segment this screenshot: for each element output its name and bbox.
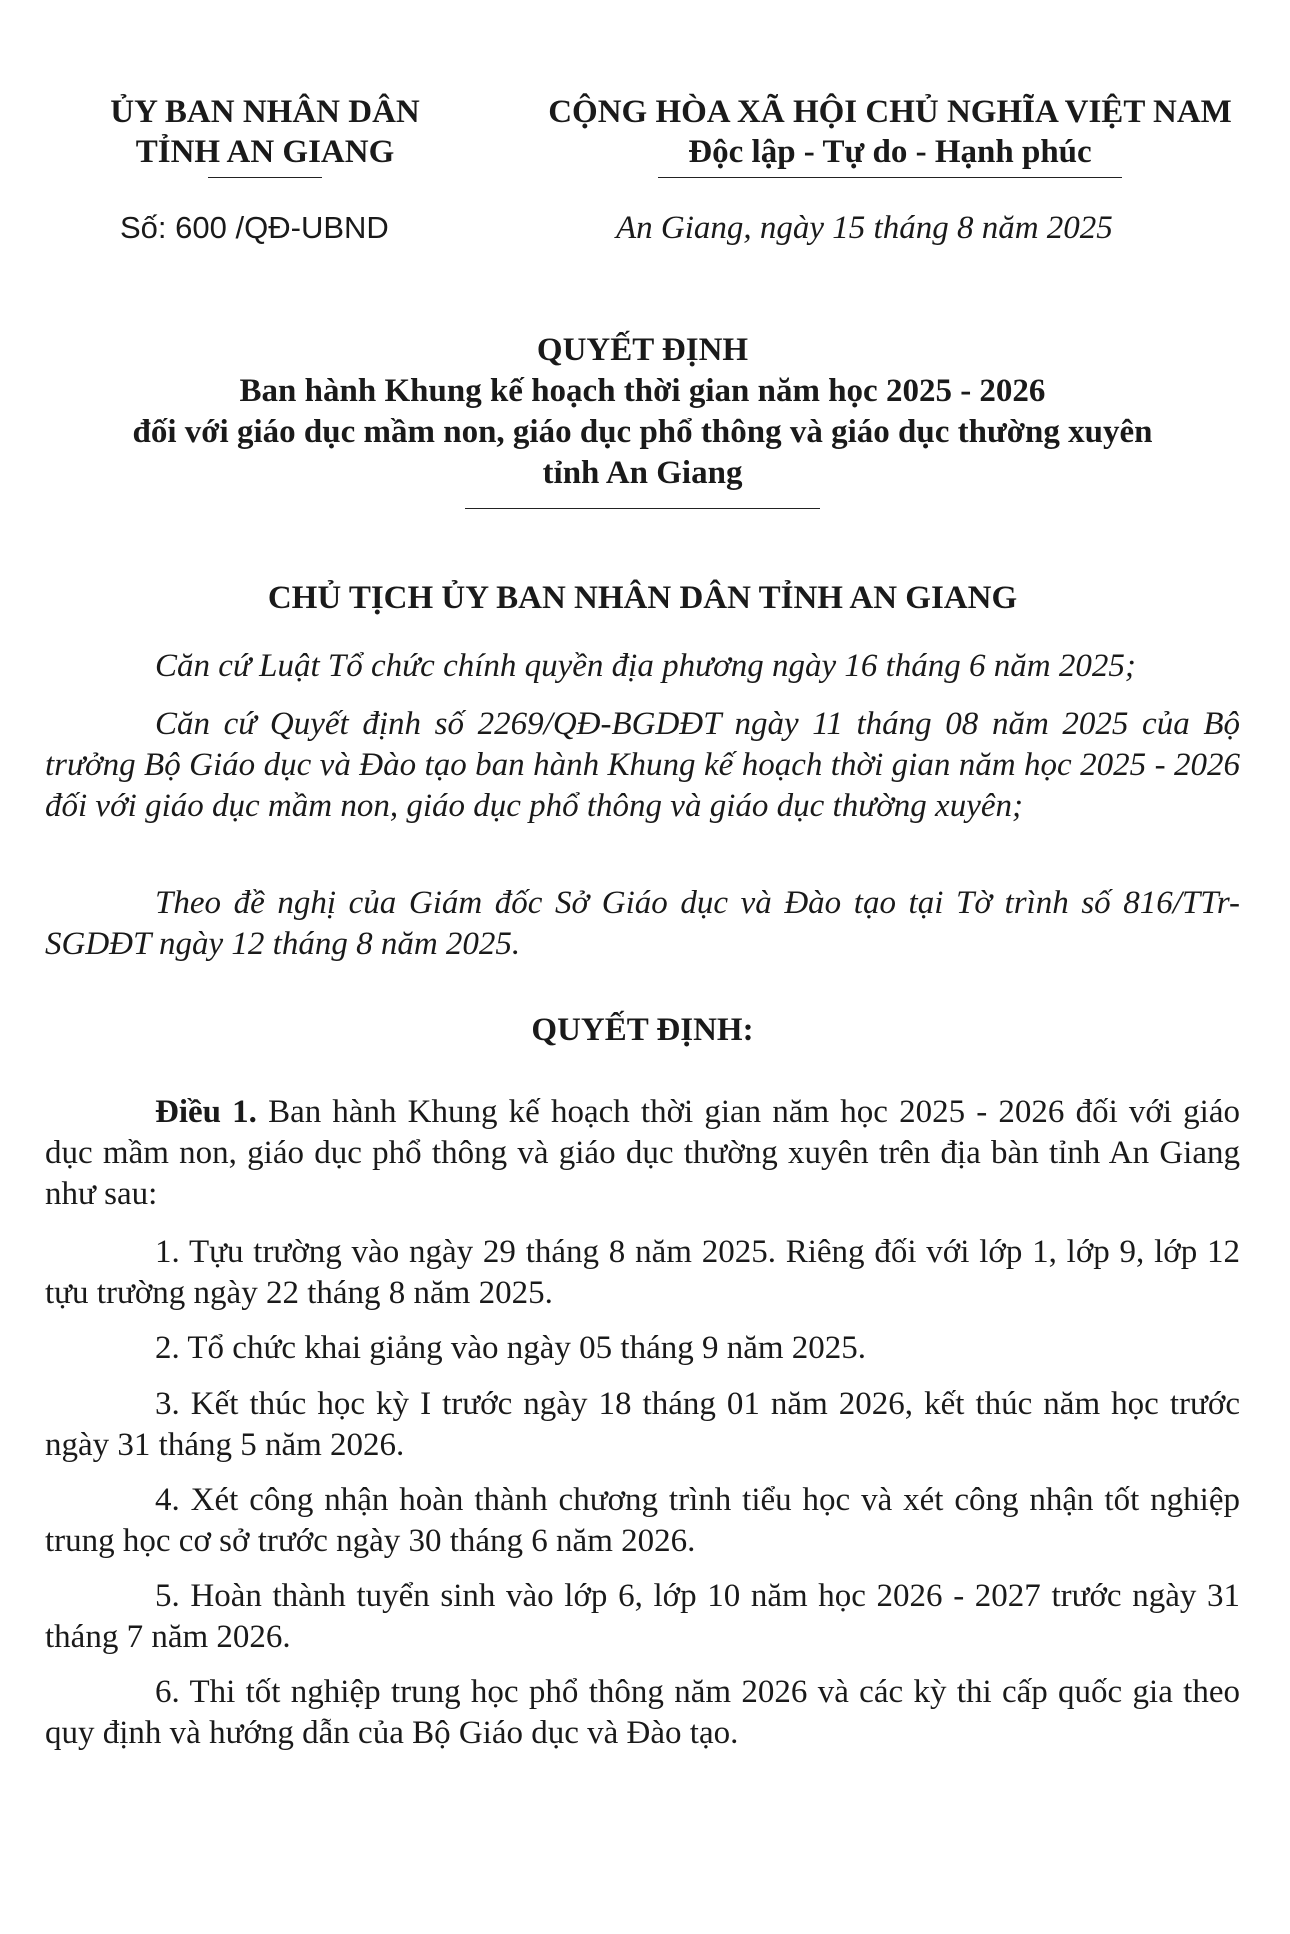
agency-line-2: TỈNH AN GIANG xyxy=(135,134,395,170)
article-item-1: 1. Tựu trường vào ngày 29 tháng 8 năm 2025. Riêng đối với lớp 1, lớp 9, lớp 12 tựu trường ngày 22 tháng 8 năm 2025. xyxy=(45,1234,1240,1311)
number-value: 600 xyxy=(175,210,227,245)
article-item-4: 4. Xét công nhận hoàn thành chương trình tiểu học và xét công nhận tốt nghiệp trung học cơ sở trước ngày 30 tháng 6 năm 2026. xyxy=(45,1482,1240,1559)
decision-heading: QUYẾT ĐỊNH: xyxy=(531,1012,754,1048)
motto-underline xyxy=(658,177,1122,178)
agency-line-1: ỦY BAN NHÂN DÂN xyxy=(110,94,420,130)
article-item-5: 5. Hoàn thành tuyển sinh vào lớp 6, lớp 10 năm học 2026 - 2027 trước ngày 31 tháng 7 năm 2026. xyxy=(45,1578,1240,1655)
agency-underline xyxy=(208,177,322,178)
title-heading: QUYẾT ĐỊNH xyxy=(536,332,749,368)
basis-2: Căn cứ Quyết định số 2269/QĐ-BGDĐT ngày 11 tháng 08 năm 2025 của Bộ trưởng Bộ Giáo dục và Đào tạo ban hành Khung kế hoạch thời gian năm học 2025 - 2026 đối với giáo dục mầm non, giáo dục phổ thông và giáo dục thường xuyên; xyxy=(45,706,1240,824)
title-line-1: Ban hành Khung kế hoạch thời gian năm học 2025 - 2026 xyxy=(239,373,1046,409)
agency-name xyxy=(90,92,440,172)
article-item-2: 2. Tổ chức khai giảng vào ngày 05 tháng 9 năm 2025. xyxy=(155,1330,867,1366)
nation-line-1: CỘNG HÒA XÃ HỘI CHỦ NGHĨA VIỆT NAM xyxy=(548,94,1232,130)
article-1-label: Điều 1. xyxy=(155,1094,257,1130)
national-motto xyxy=(520,92,1260,172)
article-1-intro xyxy=(45,1092,1240,1215)
basis-3: Theo đề nghị của Giám đốc Sở Giáo dục và Đào tạo tại Tờ trình số 816/TTr-SGDĐT ngày 12 tháng 8 năm 2025. xyxy=(45,885,1240,962)
title-block xyxy=(45,330,1240,494)
title-line-2: đối với giáo dục mầm non, giáo dục phổ thông và giáo dục thường xuyên xyxy=(132,414,1153,450)
basis-1: Căn cứ Luật Tổ chức chính quyền địa phương ngày 16 tháng 6 năm 2025; xyxy=(155,648,1136,684)
document-number xyxy=(120,208,389,248)
article-item-6: 6. Thi tốt nghiệp trung học phổ thông năm 2026 và các kỳ thi cấp quốc gia theo quy định và hướng dẫn của Bộ Giáo dục và Đào tạo. xyxy=(45,1674,1240,1751)
number-suffix: /QĐ-UBND xyxy=(235,210,389,245)
title-line-3: tỉnh An Giang xyxy=(542,455,743,491)
article-item-3: 3. Kết thúc học kỳ I trước ngày 18 tháng 01 năm 2026, kết thúc năm học trước ngày 31 tháng 5 năm 2026. xyxy=(45,1386,1240,1463)
authority-heading: CHỦ TỊCH ỦY BAN NHÂN DÂN TỈNH AN GIANG xyxy=(267,580,1018,616)
title-underline xyxy=(465,508,820,509)
place-date: An Giang, ngày 15 tháng 8 năm 2025 xyxy=(616,210,1113,246)
number-prefix: Số: xyxy=(120,210,167,245)
nation-line-2: Độc lập - Tự do - Hạnh phúc xyxy=(688,134,1092,170)
article-1-text: Ban hành Khung kế hoạch thời gian năm học 2025 - 2026 đối với giáo dục mầm non, giáo dục phổ thông và giáo dục thường xuyên trên địa bàn tỉnh An Giang như sau: xyxy=(45,1094,1240,1212)
